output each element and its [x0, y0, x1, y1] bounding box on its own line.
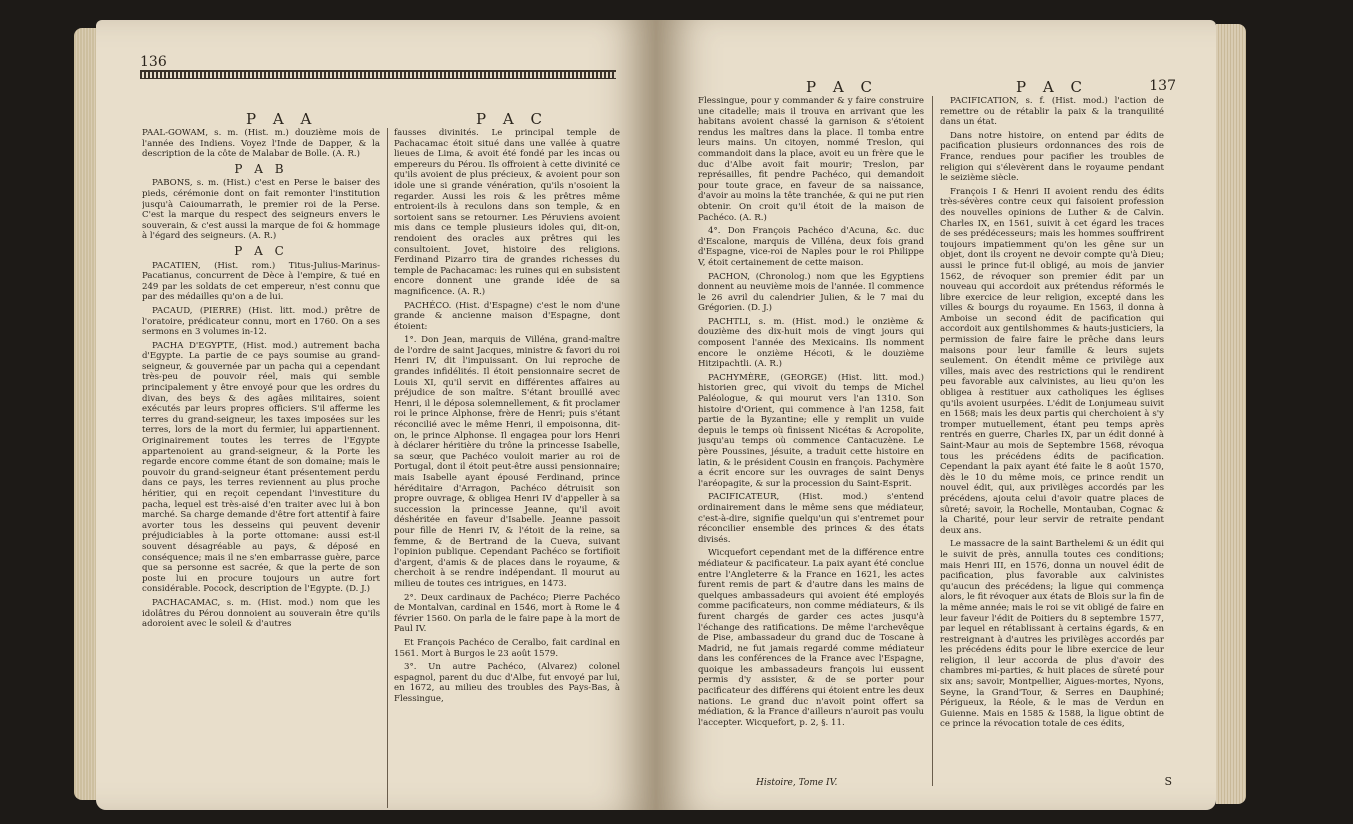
paragraph: 4°. Don François Pachéco d'Acuna, &c. duc d'Escalone, marquis de Villéna, deux fois grand d'Espagne, vice-roi de Naples pour le roi Philippe V, étoit certainement de cette maison. [698, 226, 924, 268]
entry-paal-gowam: PAAL-GOWAM, s. m. (Hist. m.) douzième mois de l'année des Indiens. Voyez l'Inde de Dapper, & la description de la côte de Malabar de Bolle. (A. R.) [142, 128, 380, 160]
entry-pacification: PACIFICATION, s. f. (Hist. mod.) l'action de remettre ou de rétablir la paix & la tranquilité dans un état. [940, 96, 1164, 128]
entry-pacificateur: PACIFICATEUR, (Hist. mod.) s'entend ordinairement dans le même sens que médiateur, c'est-à-dire, signifie quelqu'un qui s'entremet pour réconcilier ensemble des princes & des états divisés. [698, 492, 924, 545]
volume-footer: Histoire, Tome IV. [756, 778, 838, 788]
entry-pacha: PACHA D'EGYPTE, (Hist. mod.) autrement bacha d'Egypte. La partie de ce pays soumise au grand-seigneur, & gouvernée par un pacha qui a cependant très-peu de pouvoir réel, mais qui semble principalement y être envoyé pour que les ordres du divan, des beys & des agâes militaires, soient exécutés par leurs propres officiers. S'il afferme les terres du grand-seigneur, les taxes imposées sur les terres, lors de la mort du fermier, lui appartiennent. Originairement toutes les terres de l'Egypte appartenoient au grand-seigneur, & la Porte les regarde encore comme étant de son domaine; mais le pouvoir du grand-seigneur étant présentement perdu dans ce pays, les terres reviennent au plus proche héritier, qui en reçoit cependant l'investiture du pacha, lequel est très-aisé d'en traiter avec lui à bon marché. Sa charge demande d'être fort attentif à faire avorter tous les desseins qui peuvent devenir préjudiciables à la porte ottomane: aussi est-il souvent désagréable au pays, & déposé en conséquence; mais il ne s'en embarrasse guère, parce que sa personne est sacrée, & que la perte de son poste lui en procure toujours un autre fort considérable. Pocock, description de l'Egypte. (D. J.) [142, 340, 380, 595]
running-head-left: P A C [806, 78, 878, 96]
paragraph: Et François Pachéco de Ceralbo, fait cardinal en 1561. Mort à Burgos le 23 août 1579. [394, 637, 620, 659]
page-number: 137 [1149, 78, 1176, 94]
right-column-2 [940, 96, 1164, 786]
right-column-1 [698, 96, 924, 786]
column-rule [932, 96, 933, 786]
paragraph: Flessingue, pour y commander & y faire construire une citadelle; mais il trouva en arrivant que les habitans avoient chassé la garnison & s'étoient rendus les maîtres dans la place. Il tomba entre leurs mains. Un citoyen, nommé Treslon, qui commandoit dans la place, avoit eu un frère que le duc d'Albe avoit fait mourir; Treslon, par représailles, fit pendre Pachéco, qui demandoit pour toute grace, en faveur de sa naissance, d'avoir au moins la tête tranchée, & qui ne put rien obtenir. On croit qu'il étoit de la maison de Pachéco. (A. R.) [698, 96, 924, 223]
running-head-right: P A C [476, 110, 548, 128]
left-page-edges [74, 28, 96, 800]
entry-pacaud: PACAUD, (PIERRE) (Hist. litt. mod.) prêtre de l'oratoire, prédicateur connu, mort en 1760. On a ses sermons en 3 volumes in-12. [142, 305, 380, 338]
entry-pabons: PABONS, s. m. (Hist.) c'est en Perse le baiser des pieds, cérémonie dont on fait remonter l'institution jusqu'à Caioumarrath, le premier roi de la Perse. C'est la marque du respect des seigneurs envers le souverain, & c'est aussi la marque de foi & hommage à l'égard des seigneurs. (A. R.) [142, 178, 380, 242]
entry-pacatien: PACATIEN, (Hist. rom.) Titus-Julius-Marinus-Pacatianus, concurrent de Dèce à l'empire, & tué en 249 par les soldats de cet empereur, n'est connu que par des médailles qu'on a de lui. [142, 260, 380, 303]
header-ornament-rule [140, 70, 616, 79]
running-head-right: P A C [1016, 78, 1088, 96]
column-rule [387, 128, 388, 808]
right-page-edges [1216, 24, 1246, 804]
entry-pachon: PACHON, (Chronolog.) nom que les Egyptiens donnent au neuvième mois de l'année. Il commence le 26 avril du calendrier Julien, & le 7 mai du Grégorien. (D. J.) [698, 271, 924, 314]
right-page [656, 20, 1216, 810]
paragraph: Le massacre de la saint Barthelemi & un édit qui le suivit de près, annulla toutes ces conditions; mais Henri III, en 1576, donna un nouvel édit de pacification, plus favorable aux calvinistes qu'aucun des précédens; la ligue qui commença alors, le fit révoquer aux états de Blois sur la fin de la même année; mais le roi se vit obligé de faire en leur faveur l'édit de Poitiers du 8 septembre 1577, par lequel en rétablissant à certains égards, & en restreignant à d'autres les privilèges accordés par les précédens édits pour le libre exercice de leur religion, il leur accorda de plus d'avoir des chambres mi-parties, & huit places de sûreté pour six ans; savoir, Montpellier, Aigues-mortes, Nyons, Seyne, la Grand'Tour, & Serres en Dauphiné; Périgueux, la Réole, & le mas de Verdun en Guienne. Mais en 1585 & 1588, la ligue obtint de ce prince la révocation totale de ces édits, [940, 539, 1164, 730]
running-head-left: P A A [246, 110, 318, 128]
paragraph: 3°. Un autre Pachéco, (Alvarez) colonel espagnol, parent du duc d'Albe, fut envoyé par lui, en 1672, au milieu des troubles des Pays-Bas, à Flessingue, [394, 662, 620, 704]
section-heading: P A B [234, 161, 288, 176]
entry-pachacamac: PACHACAMAC, s. m. (Hist. mod.) nom que les idolâtres du Pérou donnoient au souverain être qu'ils adoroient avec le soleil & d'autres [142, 597, 380, 630]
left-page [96, 20, 656, 810]
paragraph: 2°. Deux cardinaux de Pachéco; Pierre Pachéco de Montalvan, cardinal en 1546, mort à Rome le 4 février 1560. On parla de le faire pape à la mort de Paul IV. [394, 592, 620, 635]
entry-pacheco: PACHÉCO. (Hist. d'Espagne) c'est le nom d'une grande & ancienne maison d'Espagne, dont étoient: [394, 300, 620, 332]
left-column-2 [394, 128, 620, 808]
left-column-1 [142, 128, 380, 808]
paragraph: Dans notre histoire, on entend par édits de pacification plusieurs ordonnances des rois de France, rendues pour pacifier les troubles de religion qui s'élevèrent dans le royaume pendant le seizième siècle. [940, 130, 1164, 184]
entry-pachymere: PACHYMÈRE, (GEORGE) (Hist. litt. mod.) historien grec, qui vivoit du temps de Michel Paléologue, & qui mourut vers l'an 1310. Son histoire d'Orient, qui commence à l'an 1258, fait partie de la Byzantine; elle y remplit un vuide depuis le temps où finissent Nicétas & Acropolite, jusqu'au temps où commence Cantacuzène. Le père Poussines, jésuite, a traduit cette histoire en latin, & le président Cousin en françois. Pachymère a écrit encore sur les ouvrages de saint Denys l'aréopagite, & sur la procession du Saint-Esprit. [698, 372, 924, 489]
paragraph: Wicquefort cependant met de la différence entre médiateur & pacificateur. La paix ayant été conclue entre l'Angleterre & la France en 1621, les actes furent remis de part & d'autre dans les mains de quelques ambassadeurs qui avoient été employés comme pacificateurs, non comme médiateurs, & ils furent chargés de garder ces actes jusqu'à l'échange des ratifications. De même l'archevêque de Pise, ambassadeur du grand duc de Toscane à Madrid, ne fut jamais regardé comme médiateur dans les conférences de la France avec l'Espagne, quoique les ambassadeurs françois lui eussent permis d'y assister, & de se porter pour pacificateur des différens qui étoient entre les deux nations. Le grand duc n'avoit point offert sa médiation, & la France d'ailleurs n'auroit pas voulu l'accepter. Wicquefort, p. 2, §. 11. [698, 548, 924, 728]
section-heading: P A C [234, 243, 288, 258]
signature-mark: S [1164, 775, 1172, 788]
paragraph: fausses divinités. Le principal temple de Pachacamac étoit situé dans une vallée à quatre lieues de Lima, & avoit été fondé par les incas ou empereurs du Pérou. Ils offroient à cette divinité ce qu'ils avoient de plus précieux, & avoient pour son idole une si grande vénération, qu'ils n'osoient la regarder. Aussi les rois & les prêtres même entroient-ils à reculons dans son temple, & en sortoient sans se retourner. Les Péruviens avoient mis dans ce temple plusieurs idoles qui, dit-on, rendoient des oracles aux prêtres qui les consultoient. Jovet, histoire des religions. Ferdinand Pizarro tira de grandes richesses du temple de Pachacamac: les ruines qui en subsistent encore donnent une grande idée de sa magnificence. (A. R.) [394, 128, 620, 297]
paragraph: François I & Henri II avoient rendu des édits très-sévères contre ceux qui faisoient profession des nouvelles opinions de Luther & de Calvin. Charles IX, en 1561, suivit à cet égard les traces de ses prédécesseurs; mais les hommes souffrirent toujours impatiemment qu'on les gêne sur un objet, dont ils croyent ne devoir compte qu'à Dieu; aussi le prince fut-il obligé, au mois de janvier 1562, de révoquer son premier édit par un nouveau qui accordoit aux prétendus réformés le libre exercice de leur religion, excepté dans les villes & bourgs du royaume. En 1563, il donna à Amboise un second édit de pacification qui accordoit aux gentilshommes & hauts-justiciers, la permission de faire faire le prêche dans leurs maisons pour leur famille & leurs sujets seulement. On étendit même ce privilège aux villes, mais avec des restrictions qui le rendirent peu favorable aux calvinistes, au lieu qu'on les obligea à restituer aux catholiques les églises qu'ils avoient usurpées. L'édit de Lonjumeau suivit en 1568; mais les deux partis qui cherchoient à s'y tromper mutuellement, étant peu temps après rentrés en guerre, Charles IX, par un édit donné à Saint-Maur au mois de Septembre 1568, révoqua tous les précédens édits de pacification. Cependant la paix ayant été faite le 8 août 1570, dès le 10 du même mois, ce prince rendit un nouvel édit, qui, aux privilèges accordés par les précédens, ajouta celui d'avoir quatre places de sûreté; savoir, la Rochelle, Montauban, Cognac & la Charité, pour leur servir de retraite pendant deux ans. [940, 186, 1164, 536]
page-number: 136 [140, 54, 167, 70]
entry-pachtli: PACHTLI, s. m. (Hist. mod.) le onzième & douzième des dix-huit mois de vingt jours qui composent l'année des Mexicains. Ils nomment encore le onzième Hécoti, & le douzième Hitzipachtli. (A. R.) [698, 316, 924, 370]
paragraph: 1°. Don Jean, marquis de Villéna, grand-maître de l'ordre de saint Jacques, ministre & favori du roi Henri IV, dit l'impuissant. On lui reproche de grandes infidélités. Il étoit pensionnaire secret de Louis XI, qu'il servit en différentes affaires au préjudice de son maître. S'étant brouillé avec Henri, il le déposa solemnellement, & fit proclamer roi le prince Alphonse, frère de Henri; puis s'étant réconcilié avec le même Henri, il empoisonna, dit-on, le prince Alphonse. Il engagea pour lors Henri à déclarer héritière du trône la princesse Isabelle, sa sœur, que Pachéco vouloit marier au roi de Portugal, dont il étoit peut-être aussi pensionnaire; mais Isabelle ayant épousé Ferdinand, prince héréditaire d'Arragon, Pachéco détruisit son propre ouvrage, & obligea Henri IV d'appeller à sa succession la princesse Jeanne, qu'il avoit déshéritée en faveur d'Isabelle. Jeanne passoit pour fille de Henri IV, & l'étoit de la reine, sa femme, & de Bertrand de la Cueva, suivant l'opinion publique. Cependant Pachéco se fortifioit d'argent, d'amis & de places dans le royaume, & cherchoit à se rendre indépendant. Il mourut au milieu de toutes ces intrigues, en 1473. [394, 335, 620, 589]
